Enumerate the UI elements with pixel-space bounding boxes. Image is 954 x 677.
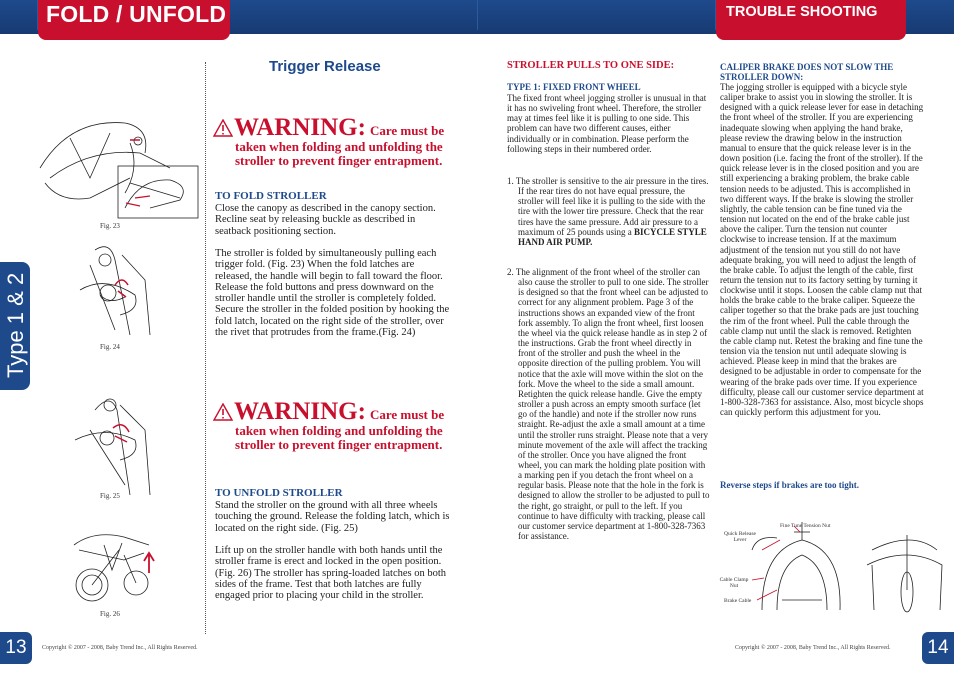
warning-text: taken when folding and unfolding the stroller to prevent finger entrapment. (235, 139, 443, 168)
copyright-left: Copyright © 2007 - 2008, Baby Trend Inc., All Rights Reserved. (42, 645, 198, 651)
pulls-item-1-text: 1. The stroller is sensitive to the air pressure in the tires. If the rear tires do not have equal pressure, the stroller will feel like it is pulling to the side with the tire with the lower tire pressure. Check that the rear tires have the same pressure. Add air pressure to a maximum of 25 pounds using a (507, 176, 709, 237)
fig24-illustration (60, 235, 170, 345)
caliper-body: The jogging stroller is equipped with a bicycle style caliper brake to assist you in slowing the stroller. It is designed with a quick release lever for ease in detaching the front wheel of the stroller. If you are experiencing inadequate slowing when applying the hand brake, please review the drawing below in the instruction manual to ensure that the quick release lever is in the down position (i.e. facing the front of the stroller). If the quick release lever is in the closed position and you are still experiencing a braking problem, the brake cable tension needs to be adjusted. This is accomplished in two different ways. If the brake is slowing the stroller slightly, the cable tension can be fine tuned via the tension nut located on the end of the brake cable just above the caliper. Turn the tension nut counter clockwise to increase tension. If at the maximum adjustment of the tension nut you still do not have adequate braking, you will need to adjust the length of the brake cable. To adjust the length of the cable, first return the tension nut to its factory setting by turning it clockwise until it stops. Loosen the cable clamp nut that holds the brake cable to the brake caliper. Squeeze the caliper together so that the brake pads are just touching the rim of the front wheel. Pull the cable through the cable clamp nut until the slack is removed. Retighten the cable clamp nut. Retest the braking and fine tune the tension via the tension nut until adequate slowing is achieved. Please keep in mind that the brakes are designed to be adjustable in order to compensate for the wearing of the brake pads over time. If you experience difficulty, please call our customer service department at 1-800-328-7363 for assistance. Also, most bicycle shops can quickly perform this adjustment for you. (720, 82, 924, 417)
warning-text: taken when folding and unfolding the stroller to prevent finger entrapment. (235, 423, 443, 452)
fig26-label: Fig. 26 (100, 610, 120, 618)
warning-lead: Care must be (369, 123, 445, 138)
page-number-left: 13 (0, 632, 32, 664)
fig24-label: Fig. 24 (100, 343, 120, 351)
pulls-item-1 (507, 176, 710, 247)
pulls-item-1-bold: BICYCLE STYLE HAND AIR PUMP. (518, 226, 707, 247)
page-number-right: 14 (922, 632, 954, 664)
warning-title: WARNING: (234, 114, 366, 141)
title-tab (38, 0, 230, 40)
fig23-label: Fig. 23 (100, 222, 120, 230)
fig25-label: Fig. 25 (100, 492, 120, 500)
reverse-steps-note: Reverse steps if brakes are too tight. (720, 480, 860, 490)
copyright-right: Copyright © 2007 - 2008, Baby Trend Inc., All Rights Reserved. (735, 645, 891, 651)
fold-paragraph-1: Close the canopy as described in the canopy section. Recline seat by releasing buckle as described in seatback positioning section. (215, 203, 436, 237)
page-title: FOLD / UNFOLD (46, 1, 227, 27)
warning-block-1 (213, 116, 453, 168)
fig25-illustration (65, 390, 165, 498)
pulls-item-2: 2. The alignment of the front wheel of the stroller can also cause the stroller to pull to one side. The stroller is designed so that the front wheel can be adjusted to correct for any alignment problem. Page 3 of the instructions shows an expanded view of the front fork assembly. To align the front wheel, first loosen the wheel via the quick release handle as in step 2 of the instructions. Grab the front wheel directly in front of the stroller and push the wheel in the opposite direction of the pulling problem. You will notice that the axle will move within the slot on the fork. Move the wheel to the side a small amount. Retighten the quick release handle. Give the empty stroller a push across an empty smooth surface (let go of the handle) and note if the stroller now runs straight. Re-adjust the axle a small amount at a time until the stroller runs straight. Please note that a very minute movement of the axle will affect the tracking of the stroller. Once you have aligned the front wheel, you can mark the holding plate position with a marking pen if you detach the front wheel on a regular basis. Please note that the hole in the fork is designed to allow the stroller to be adjusted to pull to the right, go straight, or pull to the left. If you continue to have difficulty with tracking, please call our customer service department at 1-800-328-7363 for assistance. (507, 267, 710, 542)
side-type-tab (0, 262, 30, 390)
trigger-release-heading: Trigger Release (269, 58, 381, 75)
caliper-heading: CALIPER BRAKE DOES NOT SLOW THE STROLLER DOWN: (720, 62, 894, 82)
label-brake-cable: Brake Cable (724, 598, 752, 604)
fig23-illustration (30, 108, 200, 223)
unfold-stroller-heading: TO UNFOLD STROLLER (215, 487, 343, 499)
label-cable-clamp: Cable Clamp Nut (719, 577, 749, 589)
fold-stroller-heading: TO FOLD STROLLER (215, 190, 327, 202)
label-fine-tune: Fine Tune Tension Nut (780, 523, 831, 529)
type1-heading: TYPE 1: FIXED FRONT WHEEL (507, 82, 641, 92)
unfold-paragraph-1: Stand the stroller on the ground with all three wheels touching the ground. Release the folding latch, which is located on the right side. (Fig. 25) (215, 500, 450, 534)
fig26-illustration (64, 525, 164, 607)
warning-triangle-icon (213, 119, 233, 137)
pulls-heading: STROLLER PULLS TO ONE SIDE: (507, 60, 675, 71)
fold-paragraph-2: The stroller is folded by simultaneously pulling each trigger fold. (Fig. 23) When the fold latches are released, the handle will begin to fall toward the floor. Release the fold buttons and press downward on the stroller handle until the stroller is completely folded. Secure the stroller in the folded position by hooking the fold latch, located on the right side of the stroller, over the rivet that protrudes from the frame.(Fig. 24) (215, 248, 450, 339)
column-divider (205, 62, 206, 634)
warning-lead: Care must be (369, 407, 445, 422)
label-quick-release: Quick Release Lever (724, 531, 756, 543)
header-segment (0, 0, 38, 30)
pulls-intro: The fixed front wheel jogging stroller is unusual in that it has no swiveling front wheel. Therefore, the stroller may at times feel like it is pulling to one side. This problem can have two different causes, either individually or in combination. Please perform the following steps in their numbered order. (507, 93, 707, 154)
unfold-paragraph-2: Lift up on the stroller handle with both hands until the stroller frame is erect and locked in the open position. (Fig. 26) The stroller has spring-loaded latches on both sides of the frame. Test that both latches are fully engaged prior to placing your child in the stroller. (215, 545, 447, 602)
warning-title: WARNING: (234, 398, 366, 425)
warning-triangle-icon (213, 403, 233, 421)
section-tab (716, 0, 906, 40)
warning-block-2 (213, 400, 453, 452)
header-segment (478, 0, 716, 30)
header-segment (230, 0, 478, 30)
section-title: TROUBLE SHOOTING (726, 4, 878, 20)
side-type-label: Type 1 & 2 (3, 272, 28, 378)
